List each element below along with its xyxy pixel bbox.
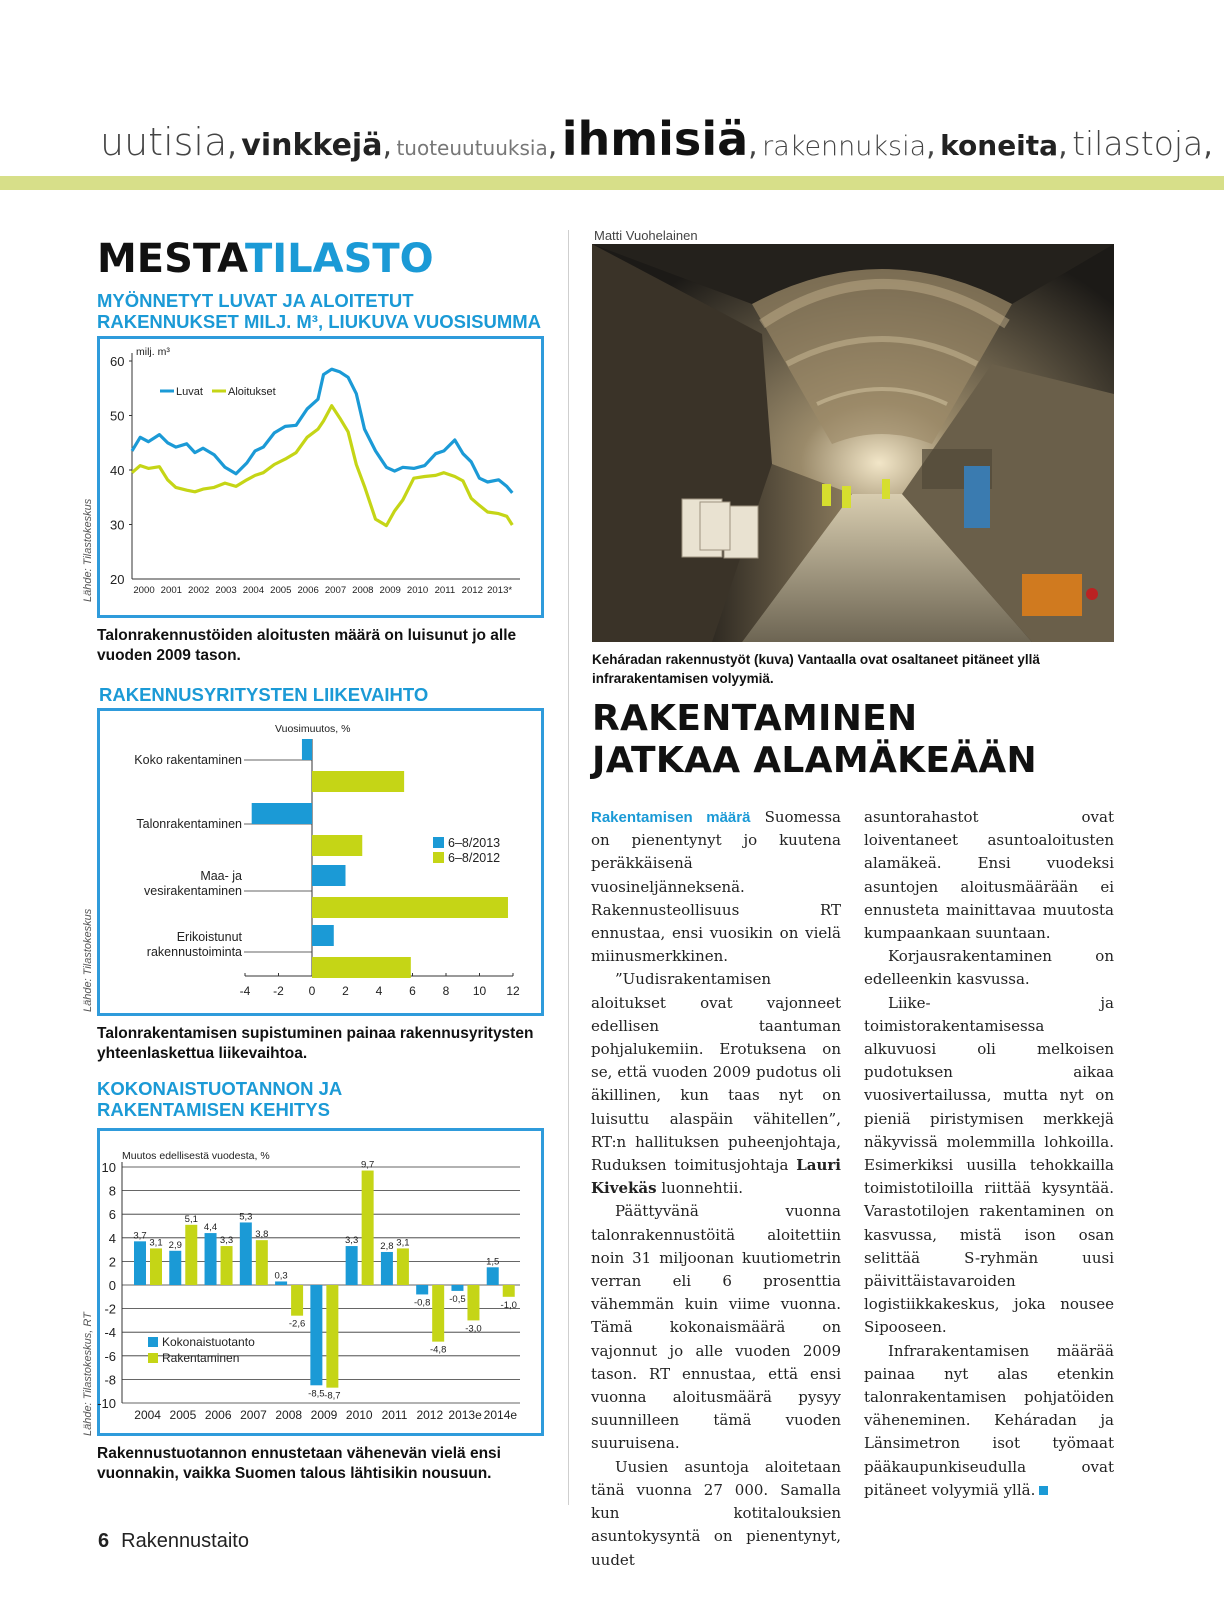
strip-word: uutisia: [100, 120, 228, 164]
chart3-frame: [97, 1128, 544, 1436]
article-p2b: luonnehtii.: [656, 1179, 744, 1198]
photo-caption: Keháradan rakennustyöt (kuva) Vantaalla ovat osaltaneet pitäneet yllä infrarakentamisen volyymiä.: [592, 652, 1040, 686]
bar-value-label: 3,3: [219, 1235, 234, 1247]
legend-swatch: [148, 1353, 158, 1363]
x-tick-label: 2006: [297, 585, 319, 596]
legend-label: Kokonaistuotanto: [162, 1335, 255, 1349]
bar-2004-0: [134, 1241, 146, 1285]
bar-value-label: 5,3: [239, 1211, 253, 1223]
x-tick-label: 10: [472, 984, 487, 998]
tunnel-illustration: [592, 244, 1114, 642]
article-paragraph: [591, 806, 841, 968]
section-title-part2: TILASTO: [244, 236, 434, 282]
bar-value-label: -8,5: [308, 1388, 325, 1400]
article-column-2: [864, 806, 1114, 1502]
headline-line1: RAKENTAMINEN: [592, 698, 918, 739]
bar-3-1: [312, 957, 411, 978]
bar-2008-0: [275, 1281, 287, 1285]
chart2-heading: RAKENNUSYRITYSTEN LIIKEVAIHTO: [99, 684, 429, 705]
x-tick-label: 2009: [379, 585, 401, 596]
bar-2012-1: [432, 1285, 444, 1342]
x-tick-label: 2000: [133, 585, 155, 596]
bar-0-1: [312, 771, 404, 792]
bar-value-label: 2,9: [168, 1239, 182, 1251]
article-paragraph: [864, 1340, 1114, 1502]
bar-value-label: -4,8: [429, 1344, 447, 1356]
category-label: vesirakentaminen: [144, 884, 242, 898]
y-tick-label: 10: [101, 1160, 116, 1175]
chart3-source: Lähde: Tilastokeskus, RT: [82, 1312, 94, 1436]
y-tick-label: 60: [110, 354, 125, 369]
x-tick-label: 2004: [242, 585, 265, 596]
bar-1-0: [252, 803, 312, 824]
y-tick-label: 2: [108, 1254, 116, 1270]
tunnel-photo: [592, 244, 1114, 642]
legend-label: 6–8/2013: [448, 836, 501, 850]
x-tick-label: 8: [442, 984, 450, 998]
y-tick-label: 30: [110, 517, 125, 533]
article-paragraph: Korjausrakentaminen on edelleenkin kasvussa.: [864, 947, 1114, 989]
bar-0-0: [302, 739, 312, 760]
bar-2-1: [312, 897, 508, 918]
y-tick-label: -10: [97, 1396, 116, 1411]
category-label: Talonrakentaminen: [136, 817, 242, 831]
legend-swatch: [148, 1337, 158, 1347]
x-tick-label: 2010: [406, 585, 429, 596]
bar-2-0: [312, 865, 346, 886]
article-p7: Infrarakentamisen määrää painaa nyt alas etenkin talonrakentamisen pohjatöiden väheneminen. Keháradan ja Länsimetron isot työmaat pääkaupunkiseudulla ovat pitäneet volyymiä yllä.: [864, 1341, 1114, 1499]
category-label: rakennustoiminta: [146, 945, 242, 959]
bar-value-label: 3,1: [396, 1237, 410, 1249]
x-tick-label: 2010: [345, 1408, 373, 1422]
chart3-caption: Rakennustuotannon ennustetaan vähenevän vielä ensi vuonnakin, vaikka Suomen talous lähtisikin nousuun.: [97, 1445, 501, 1482]
x-tick-label: 12: [506, 984, 520, 998]
y-tick-label: -6: [104, 1348, 116, 1364]
bar-3-0: [312, 925, 334, 946]
x-tick-label: 2003: [215, 585, 237, 596]
strip-word: tuoteuutuuksia: [396, 136, 548, 160]
bar-2005-1: [185, 1225, 197, 1285]
section-title-part1: MESTA: [97, 236, 245, 282]
bar-value-label: 9,7: [361, 1159, 375, 1171]
strip-word: vinkkejä: [241, 128, 383, 163]
column-divider: [568, 230, 569, 1505]
bar-value-label: -3,0: [465, 1323, 482, 1335]
x-tick-label: 2012: [461, 585, 483, 596]
bar-value-label: 0,3: [274, 1270, 288, 1282]
x-tick-label: 2008: [275, 1408, 303, 1422]
legend-label: Rakentaminen: [162, 1351, 240, 1365]
y-tick-label: 6: [108, 1207, 116, 1223]
bar-value-label: -8,7: [324, 1390, 341, 1402]
x-tick-label: 2004: [134, 1408, 161, 1422]
strip-comma: ,: [748, 128, 758, 163]
category-label: Koko rakentaminen: [134, 753, 242, 767]
article-paragraph: Päättyvänä vuonna talonrakennustöitä aloitettiin noin 31 miljoonan kuutiometrin verran eli 6 prosenttia vähemmän kuin viime vuonna. Tämä kokonaismäärä on vajonnut jo alle vuoden 2009 tason. RT ennustaa, että ensi vuonna aloitusmäärä pysyy suunnilleen tämä vuoden suuruisena.: [591, 1202, 841, 1453]
chart1-svg: [100, 339, 541, 615]
end-mark-icon: [1039, 1486, 1048, 1495]
y-tick-label: 0: [108, 1278, 116, 1293]
bar-2007-1: [256, 1240, 268, 1285]
bar-2013e-0: [451, 1285, 463, 1291]
bar-2013e-1: [467, 1285, 479, 1320]
x-tick-label: 2007: [324, 585, 347, 596]
section-title: [97, 236, 434, 282]
bar-value-label: -0,8: [413, 1297, 431, 1309]
bar-2008-1: [291, 1285, 303, 1316]
bar-value-label: 2,8: [380, 1240, 394, 1252]
x-tick-label: 2: [342, 984, 349, 998]
bar-2009-1: [326, 1285, 338, 1388]
bar-2006-1: [221, 1246, 233, 1285]
article-column-1: [591, 806, 841, 1569]
bar-2012-0: [416, 1285, 428, 1294]
article-paragraph: [591, 968, 841, 1200]
x-tick-label: 2013e: [448, 1408, 482, 1422]
chart-title: Muutos edellisestä vuodesta, %: [122, 1150, 270, 1162]
y-tick-label: 40: [110, 463, 125, 478]
article-p1: Suomessa on pienentynyt jo kuutena peräkkäisenä vuosineljänneksenä. Rakennusteollisuus RT ennustaa, ensi vuosikin on vielä miinusmerkkinen.: [591, 808, 841, 966]
legend-swatch: [433, 852, 444, 863]
x-tick-label: 2006: [204, 1408, 232, 1422]
x-tick-label: 2012: [416, 1408, 444, 1422]
series-line-aloitukset: [132, 406, 512, 526]
publication-name: Rakennustaito: [121, 1530, 249, 1552]
article-paragraph: Liike- ja toimistorakentamisessa alkuvuosi oli melkoisen pudotuksen aikaa vuosivertailussa, mutta nyt on pieniä piristymisen merkkejä näkyvissä molemmilla lohkoilla. Esimerkiksi uusilla tehokkailla toimistotiloilla riittää kysyntää. Varastotilojen rakentaminen on kasvussa, mistä ison osan selittää S-ryhmän uusi päivittäistavaroiden logistiikkakeskus, joka nousee Sipooseen.: [864, 993, 1114, 1337]
bar-2011-1: [397, 1248, 409, 1285]
bar-value-label: -0,5: [449, 1293, 466, 1305]
bar-value-label: 5,1: [184, 1213, 198, 1225]
bar-value-label: 4,4: [203, 1222, 218, 1234]
chart1-source: Lähde: Tilastokeskus: [82, 498, 94, 602]
bar-2014e-0: [487, 1267, 499, 1285]
chart1-heading: MYÖNNETYT LUVAT JA ALOITETUT RAKENNUKSET MILJ. M³, LIUKUVA VUOSISUMMA: [97, 290, 541, 332]
bar-2010-1: [362, 1171, 374, 1285]
x-tick-label: 2008: [352, 585, 374, 596]
x-tick-label: 2005: [169, 1408, 197, 1422]
bar-value-label: 3,3: [345, 1235, 359, 1247]
chart1-caption: Talonrakennustöiden aloitusten määrä on luisunut jo alle vuoden 2009 tason.: [97, 627, 517, 664]
strip-comma: ,: [227, 128, 237, 163]
bar-2007-0: [240, 1222, 252, 1285]
bar-2010-0: [346, 1246, 358, 1285]
article-headline: [592, 698, 1122, 782]
y-tick-label: 4: [108, 1230, 116, 1246]
x-tick-label: 2013*: [487, 585, 513, 596]
x-tick-label: -2: [273, 984, 284, 998]
bar-value-label: 3,1: [149, 1237, 163, 1249]
legend-swatch: [433, 837, 444, 848]
x-tick-label: 2009: [310, 1408, 338, 1422]
legend-label: Luvat: [176, 386, 203, 398]
strip-comma: ,: [547, 128, 558, 163]
y-axis-unit: milj. m³: [136, 346, 170, 358]
x-tick-label: 2011: [434, 585, 456, 596]
article-lead: Rakentamisen määrä: [591, 809, 751, 826]
bar-value-label: 3,7: [133, 1230, 147, 1242]
bar-2014e-1: [503, 1285, 515, 1297]
legend-label: 6–8/2012: [448, 851, 501, 865]
bar-2004-1: [150, 1248, 162, 1285]
x-tick-label: 2011: [381, 1408, 408, 1422]
article-paragraph-continued: asuntorahastot ovat loiventaneet asuntoaloitusten alamäkeä. Ensi vuodeksi asuntojen aloitusmäärään ei ennusteta mainittavaa muutosta kumpaankaan suuntaan.: [864, 808, 1114, 943]
article-paragraph: Uusien asuntoja aloitetaan tänä vuonna 27 000. Samalla kun kotitalouksien asuntokysyntä on pienentynyt, uudet: [591, 1457, 841, 1569]
chart2-svg: [100, 711, 541, 1013]
bar-2009-0: [310, 1285, 322, 1385]
legend-label: Aloitukset: [228, 386, 276, 398]
strip-word: tilastoja: [1072, 124, 1204, 163]
chart2-frame: [97, 708, 544, 1016]
x-tick-label: 4: [375, 984, 383, 998]
article-p2a: ”Uudisrakentamisen aloitukset ovat vajonneet edellisen taantuman pohjalukemiin. Erotuksena on se, että vuoden 2009 pudotus oli äkillinen, kun taas nyt on luisuttu alaspäin vähitellen”, RT:n hallituksen puheenjohtaja, Ruduksen toimitusjohtaja: [591, 970, 841, 1175]
x-tick-label: -4: [239, 984, 251, 998]
bar-2006-0: [205, 1233, 217, 1285]
y-tick-label: 20: [110, 572, 125, 587]
bar-2011-0: [381, 1252, 393, 1285]
strip-word: rakennuksia: [762, 131, 927, 162]
bar-value-label: -1,0: [500, 1299, 517, 1311]
chart-title: Vuosimuutos, %: [275, 723, 351, 735]
y-tick-label: 50: [110, 408, 125, 424]
strip-comma: ,: [926, 128, 936, 163]
bar-1-1: [312, 835, 362, 856]
bar-value-label: 3,8: [255, 1229, 269, 1241]
y-tick-label: 8: [108, 1183, 116, 1199]
strip-comma: ,: [1058, 128, 1068, 163]
photo-credit: Matti Vuohelainen: [594, 228, 698, 243]
chart1-frame: [97, 336, 544, 618]
x-tick-label: 2014e: [483, 1408, 518, 1422]
headline-line2: JATKAA ALAMÄKEÄÄN: [592, 740, 1037, 781]
y-tick-label: -2: [104, 1301, 116, 1317]
x-tick-label: 2002: [188, 585, 210, 596]
category-label: Erikoistunut: [176, 930, 242, 944]
x-tick-label: 6: [409, 984, 416, 998]
strip-word: ihmisiä: [561, 112, 749, 166]
page-number: 6: [98, 1530, 110, 1552]
x-tick-label: 2005: [270, 585, 292, 596]
article-person-name: Lauri Kivekäs: [591, 1156, 841, 1198]
chart3-svg: [97, 1131, 541, 1433]
y-tick-label: -8: [104, 1372, 116, 1388]
x-tick-label: 2001: [160, 585, 183, 596]
bar-2005-0: [169, 1251, 181, 1285]
strip-underline: [0, 176, 1224, 190]
chart3-heading: KOKONAISTUOTANNON JA RAKENTAMISEN KEHITYS: [97, 1078, 342, 1120]
strip-word: koneita: [940, 129, 1059, 162]
strip-comma: ,: [1203, 128, 1213, 163]
strip-comma: ,: [382, 128, 392, 163]
page-folio: [98, 1530, 249, 1553]
x-tick-label: 2007: [240, 1408, 267, 1422]
topic-strip: [100, 112, 1224, 166]
chart2-caption: Talonrakentamisen supistuminen painaa rakennusyritysten yhteenlaskettua liikevaihtoa.: [97, 1025, 534, 1062]
chart2-source: Lähde: Tilastokeskus: [82, 908, 94, 1012]
y-tick-label: -4: [104, 1325, 116, 1341]
bar-value-label: -2,6: [288, 1318, 306, 1330]
category-label: Maa- ja: [200, 869, 242, 883]
x-tick-label: 0: [308, 984, 316, 998]
bar-value-label: 1,5: [486, 1256, 500, 1268]
